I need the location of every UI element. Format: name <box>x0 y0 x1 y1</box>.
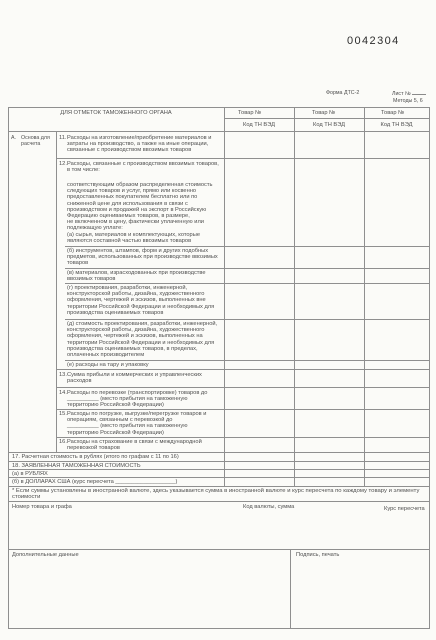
goods-column-3-code-header: Код ТН ВЭД <box>380 122 413 128</box>
grid-line-vertical <box>224 107 225 486</box>
grid-line-horizontal <box>65 268 430 269</box>
item-12-details: соответствующим образом распределенная стоимость следующих товаров и услуг, прямо или косвенно предоставленных покупателем бесплатно или по сниженной цене для использования в связи с производством и продажей на экспорт в Российскую Федерацию оцениваемых товаров, в размере, не включенном в цену, фактически уплаченную или подлежащую уплате: (а) сырья, материалов и комплектующих, которые являются составной частью ввозимых товаров <box>67 182 213 244</box>
grid-line-vertical <box>8 107 9 629</box>
item-11-text: Расходы на изготовление/приобретение материалов и затраты на производство, а также на иные операции, связанные с производством ввозимых товаров <box>67 135 212 154</box>
currency-amount-column-header: Код валюты, сумма <box>243 504 295 510</box>
grid-line-vertical <box>294 107 295 486</box>
grid-line-horizontal <box>65 246 430 247</box>
item-12v-text: (в) материалов, израсходованных при производстве ввозимых товаров <box>67 270 206 283</box>
item-18-declared-value-title: 18. ЗАЯВЛЕННАЯ ТАМОЖЕННАЯ СТОИМОСТЬ <box>12 462 141 469</box>
grid-line-horizontal <box>8 131 430 132</box>
item-13-text: Сумма прибыли и коммерческих и управленческих расходов <box>67 372 202 385</box>
item-15-number: 15. <box>59 411 67 417</box>
grid-line-horizontal <box>65 283 430 284</box>
currency-item-column-header: Номер товара и графа <box>12 504 72 510</box>
goods-column-1-code-header: Код ТН ВЭД <box>243 122 275 128</box>
grid-line-vertical <box>56 131 57 452</box>
section-a-letter: А. <box>11 135 17 141</box>
grid-line-horizontal <box>8 501 430 502</box>
sheet-number-blank <box>412 90 426 95</box>
goods-column-2-code-header: Код ТН ВЭД <box>313 122 345 128</box>
grid-line-horizontal <box>8 486 430 487</box>
grid-line-horizontal <box>56 158 430 159</box>
foreign-currency-footnote: * Если суммы установлены в иностранной валюте, здесь указывается сумма в иностранной валюте и курс пересчета по каждому товару и элементу стоимости <box>12 488 420 501</box>
item-15-text: Расходы по погрузке, выгрузке/перегрузке товаров и операциям, связанным с перевозкой до __________ (место прибытия на таможенную территорию Российской Федерации) <box>67 411 207 436</box>
goods-column-1-header: Товар № <box>238 109 262 116</box>
item-12-text: Расходы, связанные с производством ввозимых товаров, в том числе: <box>67 161 219 174</box>
grid-line-vertical <box>290 549 291 629</box>
item-12b-text: (б) инструментов, штампов, форм и других подобных предметов, использованных при производстве ввозимых товаров <box>67 248 218 267</box>
grid-line-horizontal <box>56 409 430 410</box>
grid-line-horizontal <box>8 549 430 550</box>
grid-line-horizontal <box>8 628 430 629</box>
grid-line-horizontal <box>8 469 430 470</box>
form-name: Форма ДТС-2 <box>326 90 360 96</box>
item-16-text: Расходы на страхование в связи с международной перевозкой товаров <box>67 439 202 452</box>
item-12-number: 12. <box>59 161 67 167</box>
grid-line-vertical <box>429 107 430 629</box>
item-13-number: 13. <box>59 372 67 378</box>
grid-line-horizontal <box>224 118 430 119</box>
goods-column-3-header: Товар № <box>381 109 405 116</box>
additional-data-label: Дополнительные данные <box>12 552 79 558</box>
grid-line-horizontal <box>8 107 430 108</box>
sheet-number-label: Лист № <box>392 91 411 97</box>
section-a-label: Основа для расчета <box>21 135 50 148</box>
item-18b-usd: (б) в ДОЛЛАРАХ США (курс пересчета ___________________) <box>12 478 178 485</box>
item-16-number: 16. <box>59 439 67 445</box>
methods-label: Методы 5, 6 <box>393 98 423 104</box>
grid-line-horizontal <box>56 437 430 438</box>
goods-column-2-header: Товар № <box>312 109 336 116</box>
signature-stamp-label: Подпись, печать <box>296 552 340 558</box>
grid-line-horizontal <box>56 387 430 388</box>
item-17-calculated-value: 17. Расчетная стоимость в рублях (итого по графам с 11 по 16) <box>12 453 179 460</box>
currency-rate-column-header: Курс пересчета <box>384 505 425 512</box>
grid-line-vertical <box>364 107 365 486</box>
item-14-number: 14. <box>59 389 67 396</box>
item-12d-text: (д) стоимость проектирования, разработки, инженерной, конструкторской работы, дизайна, художественного оформления, чертежей и эскизов, выполненных на территории Российской Федерации и необходимых для производства оцениваемых товаров, в пределах, оплаченных производителем <box>67 321 218 359</box>
grid-line-horizontal <box>56 369 430 370</box>
item-12g-text: (г) проектирования, разработки, инженерной, конструкторской работы, дизайна, художественного оформления, чертежей и эскизов, выполненных вне территории Российской Федерации и необходимых для производства оцениваемых товаров <box>67 285 215 316</box>
form-serial-number: 0042304 <box>347 35 400 47</box>
item-12e-text: (е) расходы на тару и упаковку <box>67 361 149 368</box>
item-18a-rubles: (а) в РУБЛЯХ <box>12 470 48 477</box>
sheet-number <box>392 90 426 97</box>
item-14-text: Расходы по перевозке (транспортировке) товаров до __________ (место прибытия на таможенную территорию Российской Федерации) <box>67 389 208 408</box>
customs-marks-header: ДЛЯ ОТМЕТОК ТАМОЖЕННОГО ОРГАНА <box>60 109 172 116</box>
item-11-number: 11. <box>59 135 67 141</box>
grid-line-horizontal <box>65 319 430 320</box>
